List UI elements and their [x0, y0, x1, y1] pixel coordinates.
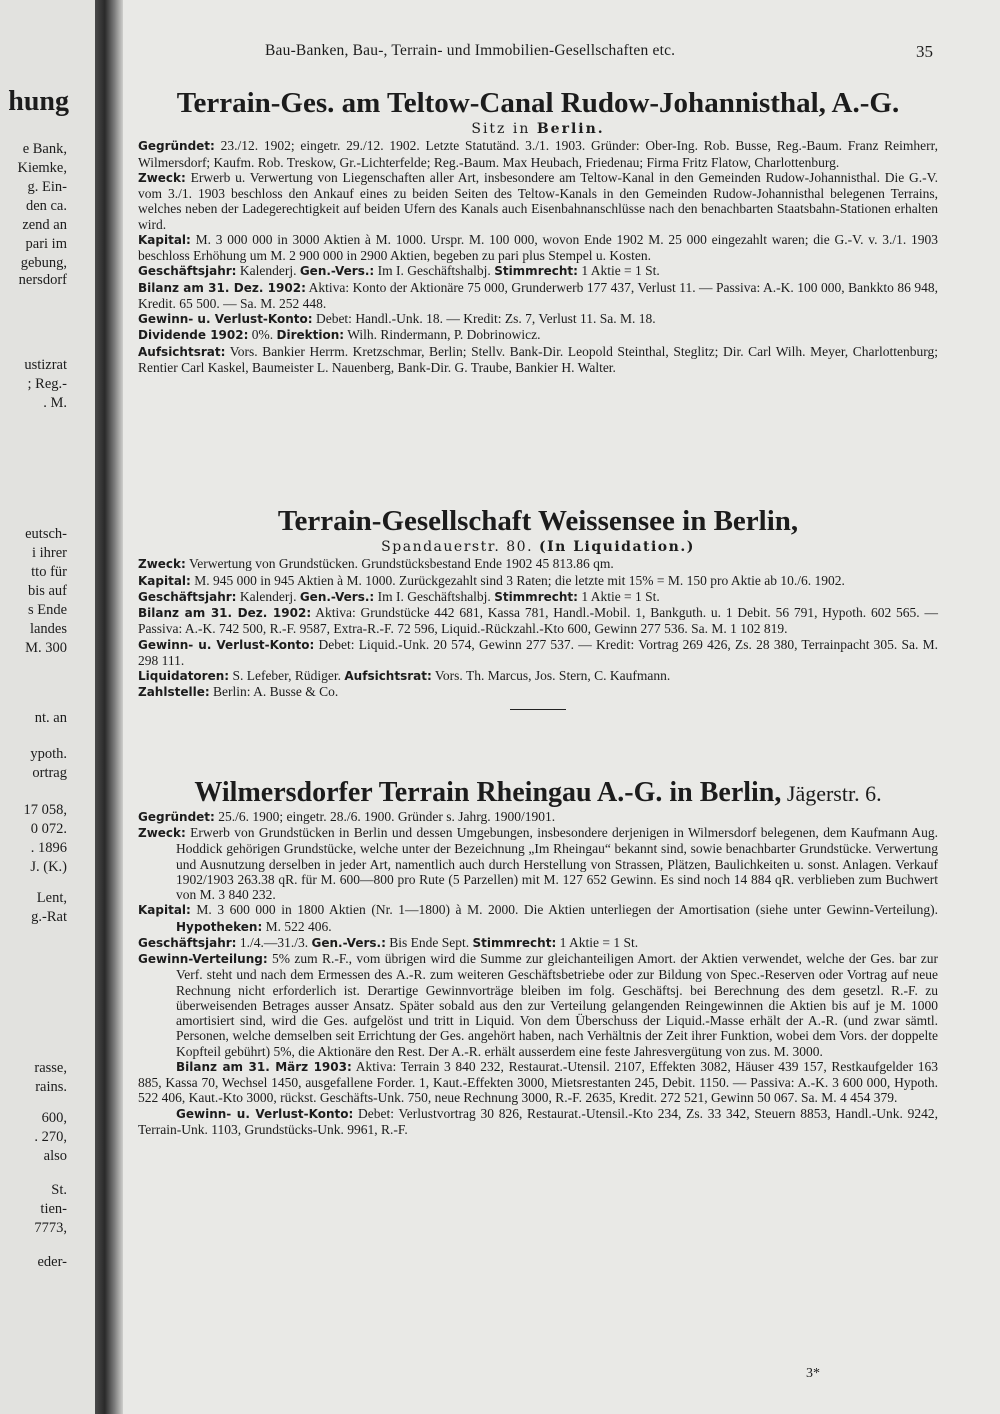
facing-page-line: g. Ein- [27, 179, 67, 195]
gegruendet-line: Gegründet: 23./12. 1902; eingetr. 29./12. 1902. Letzte Statutänd. 3./1. 1903. Gründer: Ober-Ing. Rob. Busse, Reg.-Baum. Franz Reimherr, Wilmersdorf; Kaufm. Rob. Treskow, Gr.-Lichterfelde; Reg.-Baum. Max Heubach, Friedenau; Firma Fritz Flatow, Charlottenburg. [138, 138, 938, 170]
gewinn-verlust-line: Gewinn- u. Verlust-Konto: Debet: Verlustvortrag 30 826, Restaurat.-Utensil.-Kto 234, Zs. 33 342, Steuern 8853, Handl.-Unk. 9242, Terrain-Unk. 1103, Grundstücks-Unk. 9961, R.-F. [138, 1105, 938, 1137]
kapital-line: Kapital: M. 3 000 000 in 3000 Aktien à M. 1000. Urspr. M. 100 000, wovon Ende 1902 M. 25 000 eingezahlt waren; die G.-V. v. 3./1. 1903 beschloss Erhöhung um M. 2 900 000 in 2900 Aktien, begeben zu pari plus Stempel u. Kosten. [138, 231, 938, 264]
facing-page-line: 7773, [34, 1220, 67, 1236]
gegruendet-line: Gegründet: 25./6. 1900; eingetr. 28./6. 1900. Gründer s. Jahrg. 1900/1901. [138, 808, 556, 824]
running-head [138, 42, 938, 68]
page-number: 35 [916, 42, 933, 61]
facing-page-line: zend an [22, 217, 67, 233]
seat-prefix: Sitz in [471, 120, 531, 137]
facing-page-line: ypoth. [30, 746, 67, 762]
bilanz-line: Bilanz am 31. Dez. 1902: Aktiva: Konto der Aktionäre 75 000, Grunderwerb 177 437, Verlust 11. — Passiva: A.-K. 100 000, Bankkto 86 948, Kredit. 65 500. — Sa. M. 252 448. [138, 279, 938, 311]
facing-page-line: landes [29, 621, 67, 637]
facing-page-line: g.-Rat [31, 909, 67, 925]
liquidation-status: (In Liquidation.) [538, 538, 695, 555]
entry-title: Terrain-Ges. am Teltow-Canal Rudow-Johannisthal, A.-G. [176, 87, 900, 119]
facing-page-line: e Bank, [22, 141, 67, 157]
facing-page-line: nt. an [34, 710, 67, 726]
entry-weissensee [138, 506, 938, 716]
bilanz-line: Bilanz am 31. Dez. 1902: Aktiva: Grundstücke 442 681, Kassa 781, Handl.-Mobil. 1, Bankguth. u. 1 Debit. 56 791, Hypoth. 602 565. — Passiva: A.-K. 742 500, R.-F. 9587, Extra-R.-F. 72 596, Liquid.-Rückzahl.-Kto 600, Gewinn 277 536. Sa. M. 1 102 819. [138, 605, 938, 637]
facing-page-line: also [43, 1148, 67, 1164]
entry-title [138, 778, 938, 809]
zweck-line: Zweck: Erwerb von Grundstücken in Berlin und dessen Umgebungen, insbesondere derjenigen in Wilmersdorf belegenen, dem Kaufmann Aug. Hoddick gehörigen Grundstücke, welche unter der Bezeichnung „Im Rheingau“ bekannt sind, sowie benachbarter Grundstücke. Verwertung und Ausnutzung derselben in jeder Art, namentlich auch durch Herstellung von Strassen, Plätzen, Baulichkeiten u. sonst. Anlagen. Verkauf 1902/1903 263.38 qR. für M. 600—800 pro Rute (5 Parzellen) mit M. 127 652 Gewinn. Es sind noch 14 884 qR. verblieben zum Buchwert von M. 3 840 232. [138, 825, 938, 903]
facing-page-line: 0 072. [30, 821, 67, 837]
facing-page-line: bis auf [27, 583, 67, 599]
facing-page-line: s Ende [27, 602, 67, 618]
facing-page-line: Lent, [36, 890, 67, 906]
zahlstelle-line: Zahlstelle: Berlin: A. Busse & Co. [138, 684, 339, 700]
entry-teltow-canal [138, 88, 938, 375]
running-head-title: Bau-Banken, Bau-, Terrain- und Immobilien-Gesellschaften etc. [265, 42, 676, 59]
entry-address [138, 539, 938, 557]
facing-page-line: ustizrat [24, 357, 67, 373]
facing-page-line: Kiemke, [17, 160, 67, 176]
geschaeftsjahr-line: Geschäftsjahr: Kalenderj. Gen.-Vers.: Im I. Geschäftshalbj. Stimmrecht: 1 Aktie = 1 St. [138, 263, 660, 279]
address: Spandauerstr. 80. [381, 538, 534, 555]
facing-page-line: eder- [37, 1254, 67, 1270]
facing-page-line: . 270, [34, 1129, 67, 1145]
facing-page-line: St. [51, 1182, 67, 1198]
facing-page-line: . M. [43, 395, 67, 411]
bilanz-line: Bilanz am 31. März 1903: Aktiva: Terrain 3 840 232, Restaurat.-Utensil. 2107, Effekten 3082, Häuser 439 157, Restkaufgelder 163 885, Kassa 70, Wechsel 1450, ausgefallene Forder. 1, Kaut.-Effekten 3000, Mietsrestanten 245, Debit. 1150. — Passiva: A.-K. 3 600 000, Hypoth. 522 406, Kaut.-Kto 3000, rückst. Geschäfts-Unk. 750, neue Rechnung 3000, R.-F. 2635, Kredit. 272 521, Gewinn 50 067. Sa. M. 4 454 379. [138, 1058, 939, 1106]
facing-page-line: rasse, [34, 1060, 67, 1076]
entry-title: Terrain-Gesellschaft Weissensee in Berlin, [277, 505, 799, 537]
entry-title-address: Jägerstr. 6. [781, 781, 882, 806]
facing-page-line: ortrag [32, 765, 67, 781]
gewinn-verlust-line: Gewinn- u. Verlust-Konto: Debet: Liquid.-Unk. 20 574, Gewinn 277 537. — Kredit: Vortrag 269 426, Zs. 28 380, Terrainpacht 305. Sa. M. 298 111. [138, 636, 938, 668]
facing-page-line: 17 058, [23, 802, 67, 818]
entry-title-main: Wilmersdorfer Terrain Rheingau A.-G. in Berlin, [194, 777, 782, 808]
aufsichtsrat-line: Aufsichtsrat: Vors. Bankier Herrm. Kretzschmar, Berlin; Stellv. Bank-Dir. Leopold Steinthal, Steglitz; Dir. Carl Wilh. Meyer, Charlottenburg; Rentier Carl Kaskel, Baumeister L. Nauenberg, Bank-Dir. G. Traube, Bankier H. Walter. [138, 343, 938, 375]
section-separator [510, 709, 566, 710]
geschaeftsjahr-line: Geschäftsjahr: Kalenderj. Gen.-Vers.: Im I. Geschäftshalbj. Stimmrecht: 1 Aktie = 1 St. [138, 588, 660, 604]
signature-mark: 3* [806, 1366, 820, 1381]
facing-page-line: M. 300 [25, 640, 67, 656]
dividende-line: Dividende 1902: 0%. Direktion: Wilh. Rindermann, P. Dobrinowicz. [138, 327, 541, 343]
facing-page-line: tien- [40, 1201, 67, 1217]
facing-page-line: gebung, [20, 255, 67, 271]
kapital-line: Kapital: M. 945 000 in 945 Aktien à M. 1000. Zurückgezahlt sind 3 Raten; die letzte mit 15% = M. 150 pro Aktie ab 10./6. 1902. [138, 572, 845, 588]
gewinn-verteilung-line: Gewinn-Verteilung: 5% zum R.-F., vom übrigen wird die Summe zur gleichanteiligen Amort. der Aktien verwendet, welche der Ges. bar zur Verf. steht und nach dem Ermessen des A.-R. zum weiteren Geschäftsbetriebe oder zur Bildung von Spec.-Reserven oder Vortrag auf neue Rechnung nicht erforderlich ist. Derartige Gewinnvorträge bleiben im folg. Geschäftsj. bei Berechnung des dem gesetzl. R.-F. zu überweisenden Betrages ausser Ansatz. Später sobald aus den zur Verteilung gelangenden Reingewinnen die Aktien bis auf je M. 1000 amortisiert sind, wird die Ges. aufgelöst und tritt in Liquid. Von dem Überschuss der Liquid.-Masse erhält der A.-R. (und zwar sämtl. Personen, welche demselben seit Errichtung der Ges. angehört haben, nach Verhältnis der Zeit ihrer Funktion, wobei dem Vors. der doppelte Kopfteil gebührt) 5%, die Aktionäre den Rest. Der A.-R. erhält ausserdem eine feste Jahresvergütung von zus. M. 3000. [138, 951, 938, 1059]
geschaeftsjahr-line: Geschäftsjahr: 1./4.—31./3. Gen.-Vers.: Bis Ende Sept. Stimmrecht: 1 Aktie = 1 St. [138, 934, 639, 950]
facing-page-line: hung [8, 86, 69, 117]
entry-seat [138, 121, 938, 139]
facing-page-line: nersdorf [18, 272, 67, 288]
book-gutter [95, 0, 123, 1414]
entry-rheingau [138, 778, 938, 1137]
facing-page-line: J. (K.) [30, 859, 67, 875]
facing-page-line: 600, [41, 1110, 67, 1126]
facing-page-line: tto für [31, 564, 67, 580]
zweck-line: Zweck: Erwerb u. Verwertung von Liegenschaften aller Art, insbesondere am Teltow-Kanal in den Gemeinden Rudow-Johannisthal. Die G.-V. vom 3./1. 1903 beschloss den Ankauf eines zu beiden Seiten des Teltow-Kanals in den Gemeinden Rudow-Johannisthal belegenen Terrains, welches neben der Ladegerechtigkeit auf beiden Ufern des Kanals auch Eisenbahnanschlüsse nach den benachbarten Staatsbahn-Stationen erhalten wird. [138, 169, 938, 232]
seat-city: Berlin. [536, 120, 605, 137]
facing-page-line: den ca. [25, 198, 67, 214]
facing-page-line: i ihrer [31, 545, 67, 561]
facing-page-line: pari im [25, 236, 67, 252]
liquidatoren-line: Liquidatoren: S. Lefeber, Rüdiger. Aufsichtsrat: Vors. Th. Marcus, Jos. Stern, C. Kaufmann. [138, 668, 671, 684]
facing-page-strip [0, 0, 95, 1414]
kapital-line: Kapital: M. 3 600 000 in 1800 Aktien (Nr. 1—1800) à M. 2000. Die Aktien unterliegen der Amortisation (siehe unter Gewinn-Verteilung). Hypotheken: M. 522 406. [138, 902, 938, 934]
gewinn-verlust-line: Gewinn- u. Verlust-Konto: Debet: Handl.-Unk. 18. — Kredit: Zs. 7, Verlust 11. Sa. M. 18. [138, 311, 656, 327]
facing-page-line: rains. [35, 1079, 67, 1095]
facing-page-line: . 1896 [30, 840, 67, 856]
page [138, 30, 938, 1400]
facing-page-line: eutsch- [25, 526, 67, 542]
zweck-line: Zweck: Verwertung von Grundstücken. Grundstücksbestand Ende 1902 45 813.86 qm. [138, 556, 614, 572]
facing-page-line: ; Reg.- [27, 376, 67, 392]
